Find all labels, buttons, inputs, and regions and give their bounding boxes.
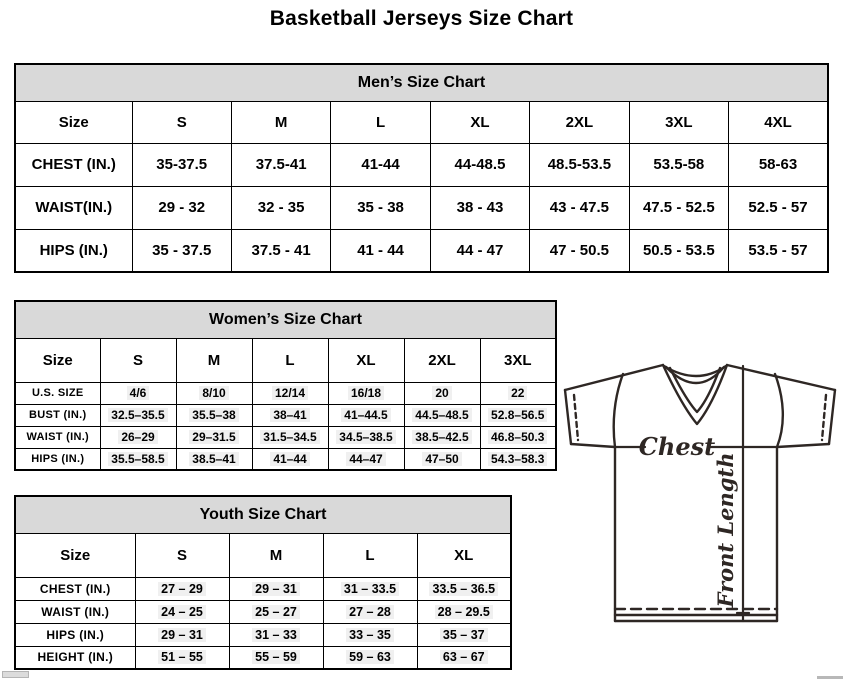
size-value-cell: 48.5-53.5 (530, 143, 629, 186)
row-label: CHEST (IN.) (15, 143, 132, 186)
womens-column-header-2xl: 2XL (404, 338, 480, 382)
size-value-cell: 43 - 47.5 (530, 186, 629, 229)
row-label: U.S. SIZE (15, 382, 100, 404)
size-value-cell: 50.5 - 53.5 (629, 229, 728, 272)
size-value-cell: 44–47 (328, 448, 404, 470)
size-value-cell: 34.5–38.5 (328, 426, 404, 448)
size-value-cell: 27 – 29 (135, 577, 229, 600)
size-value-cell: 32 - 35 (231, 186, 330, 229)
womens-table-row (15, 426, 556, 448)
size-value-cell: 16/18 (328, 382, 404, 404)
size-value-cell: 33.5 – 36.5 (417, 577, 511, 600)
size-value-cell: 29 – 31 (135, 623, 229, 646)
mens-size-table (14, 63, 829, 273)
womens-size-table (14, 300, 557, 471)
mens-column-header-4xl: 4XL (729, 101, 828, 143)
size-value-cell: 41–44 (252, 448, 328, 470)
youth-table-row (15, 577, 511, 600)
size-value-cell: 12/14 (252, 382, 328, 404)
size-value-cell: 52.8–56.5 (480, 404, 556, 426)
mens-column-header-s: S (132, 101, 231, 143)
size-value-cell: 35-37.5 (132, 143, 231, 186)
size-value-cell: 44 - 47 (430, 229, 529, 272)
youth-size-table (14, 495, 512, 670)
womens-table-row (15, 382, 556, 404)
row-label: WAIST(IN.) (15, 186, 132, 229)
mens-column-header-l: L (331, 101, 430, 143)
jersey-left-cuff-stitch (574, 395, 578, 440)
row-label: CHEST (IN.) (15, 577, 135, 600)
row-label: BUST (IN.) (15, 404, 100, 426)
size-value-cell: 38–41 (252, 404, 328, 426)
size-value-cell: 37.5 - 41 (231, 229, 330, 272)
row-label: WAIST (IN.) (15, 426, 100, 448)
row-label: WAIST (IN.) (15, 600, 135, 623)
womens-column-header-l: L (252, 338, 328, 382)
ui-fragment-left (2, 671, 29, 678)
size-value-cell: 25 – 27 (229, 600, 323, 623)
jersey-left-cuff-edge (565, 390, 571, 444)
size-value-cell: 35 - 37.5 (132, 229, 231, 272)
jersey-right-cuff-stitch (822, 395, 826, 440)
womens-column-header-s: S (100, 338, 176, 382)
row-label: HEIGHT (IN.) (15, 646, 135, 669)
youth-column-header-l: L (323, 533, 417, 577)
womens-column-header-xl: XL (328, 338, 404, 382)
womens-table-row (15, 448, 556, 470)
jersey-right-cuff-edge (829, 390, 835, 444)
jersey-left-shoulder-line (565, 365, 663, 390)
size-value-cell: 41 - 44 (331, 229, 430, 272)
size-value-cell: 4/6 (100, 382, 176, 404)
size-value-cell: 63 – 67 (417, 646, 511, 669)
chest-label: Chest (638, 432, 716, 461)
size-value-cell: 35.5–58.5 (100, 448, 176, 470)
womens-table-row (15, 404, 556, 426)
size-value-cell: 41–44.5 (328, 404, 404, 426)
size-value-cell: 35 - 38 (331, 186, 430, 229)
mens-column-header-size: Size (15, 101, 132, 143)
size-value-cell: 58-63 (729, 143, 828, 186)
youth-chart-title: Youth Size Chart (15, 496, 511, 533)
jersey-left-underarm (571, 444, 615, 447)
size-value-cell: 35 – 37 (417, 623, 511, 646)
mens-column-header-2xl: 2XL (530, 101, 629, 143)
size-value-cell: 41-44 (331, 143, 430, 186)
youth-table-row (15, 646, 511, 669)
mens-column-header-xl: XL (430, 101, 529, 143)
youth-column-header-xl: XL (417, 533, 511, 577)
page-title: Basketball Jerseys Size Chart (269, 7, 574, 30)
size-value-cell: 38.5–42.5 (404, 426, 480, 448)
size-value-cell: 38.5–41 (176, 448, 252, 470)
youth-column-header-m: M (229, 533, 323, 577)
jersey-collar-inner-v (670, 368, 720, 412)
jersey-right-armhole-seam (775, 374, 783, 447)
jersey-left-armhole-seam (614, 374, 623, 447)
jersey-right-underarm (777, 444, 829, 447)
size-value-cell: 44-48.5 (430, 143, 529, 186)
size-value-cell: 29 - 32 (132, 186, 231, 229)
size-value-cell: 55 – 59 (229, 646, 323, 669)
womens-column-header-size: Size (15, 338, 100, 382)
size-value-cell: 37.5-41 (231, 143, 330, 186)
size-value-cell: 54.3–58.3 (480, 448, 556, 470)
size-value-cell: 47 - 50.5 (530, 229, 629, 272)
size-value-cell: 53.5 - 57 (729, 229, 828, 272)
row-label: HIPS (IN.) (15, 229, 132, 272)
youth-column-header-s: S (135, 533, 229, 577)
size-value-cell: 31 – 33 (229, 623, 323, 646)
size-value-cell: 51 – 55 (135, 646, 229, 669)
size-value-cell: 46.8–50.3 (480, 426, 556, 448)
youth-table-row (15, 600, 511, 623)
mens-table-row (15, 143, 828, 186)
womens-column-header-m: M (176, 338, 252, 382)
mens-chart-title: Men’s Size Chart (15, 64, 828, 101)
youth-column-header-size: Size (15, 533, 135, 577)
size-value-cell: 59 – 63 (323, 646, 417, 669)
size-value-cell: 22 (480, 382, 556, 404)
size-value-cell: 8/10 (176, 382, 252, 404)
size-value-cell: 28 – 29.5 (417, 600, 511, 623)
mens-column-header-m: M (231, 101, 330, 143)
size-value-cell: 29–31.5 (176, 426, 252, 448)
size-value-cell: 52.5 - 57 (729, 186, 828, 229)
youth-table-row (15, 623, 511, 646)
mens-column-header-3xl: 3XL (629, 101, 728, 143)
size-value-cell: 29 – 31 (229, 577, 323, 600)
size-value-cell: 31.5–34.5 (252, 426, 328, 448)
size-value-cell: 24 – 25 (135, 600, 229, 623)
size-value-cell: 32.5–35.5 (100, 404, 176, 426)
size-value-cell: 20 (404, 382, 480, 404)
row-label: HIPS (IN.) (15, 623, 135, 646)
mens-table-row (15, 229, 828, 272)
size-value-cell: 38 - 43 (430, 186, 529, 229)
size-value-cell: 33 – 35 (323, 623, 417, 646)
size-value-cell: 31 – 33.5 (323, 577, 417, 600)
size-value-cell: 44.5–48.5 (404, 404, 480, 426)
size-value-cell: 26–29 (100, 426, 176, 448)
size-value-cell: 35.5–38 (176, 404, 252, 426)
womens-chart-title: Women’s Size Chart (15, 301, 556, 338)
size-value-cell: 27 – 28 (323, 600, 417, 623)
mens-table-row (15, 186, 828, 229)
size-value-cell: 53.5-58 (629, 143, 728, 186)
size-value-cell: 47–50 (404, 448, 480, 470)
jersey-measurement-diagram (557, 362, 843, 628)
size-value-cell: 47.5 - 52.5 (629, 186, 728, 229)
front-length-label: Front Length (713, 452, 738, 608)
womens-column-header-3xl: 3XL (480, 338, 556, 382)
row-label: HIPS (IN.) (15, 448, 100, 470)
